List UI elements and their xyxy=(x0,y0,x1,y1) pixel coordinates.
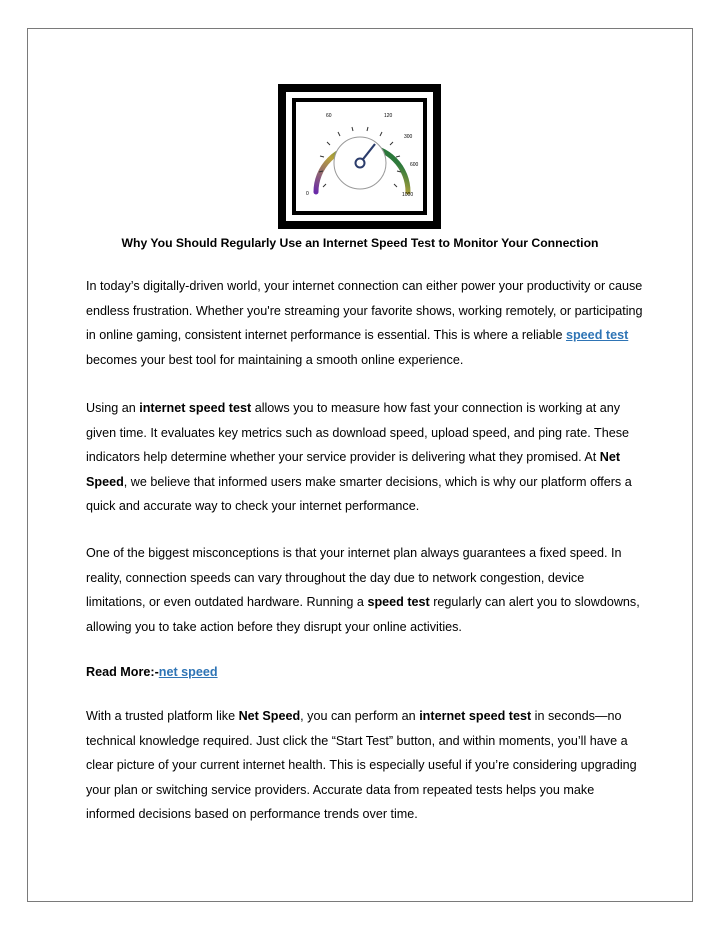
bold-net-speed: Net Speed xyxy=(86,450,621,489)
paragraph-3-text-a: One of the biggest misconceptions is that your internet plan always guarantees a fixed speed. In reality, connection speeds can vary throughout the day due to network congestion, device limitations, or even outdated hardware. Running a xyxy=(86,546,622,610)
paragraph-4-text-b: , you can perform an xyxy=(300,709,420,723)
read-more-line xyxy=(86,660,646,685)
gauge-label-0: 0 xyxy=(306,191,309,197)
gauge-label-1000: 1000 xyxy=(402,192,414,198)
gauge-label-120: 120 xyxy=(384,113,393,119)
paragraph-3-text-b: regularly can alert you to slowdowns, allowing you to take action before they disrupt your online activities. xyxy=(86,595,640,634)
paragraph-2-text-b: allows you to measure how fast your connection is working at any given time. It evaluates key metrics such as download speed, upload speed, and ping rate. These indicators help determine whether your service provider is delivering what they promised. At xyxy=(86,401,630,465)
read-more-label: Read More:- xyxy=(86,665,159,679)
bold-speed-test: speed test xyxy=(367,595,430,610)
net-speed-link[interactable]: net speed xyxy=(158,665,218,679)
bold-internet-speed-test: internet speed test xyxy=(139,401,252,415)
paragraph-3 xyxy=(86,541,646,639)
paragraph-1-text-b: becomes your best tool for maintaining a smooth online experience. xyxy=(86,352,464,367)
speed-gauge-image xyxy=(278,84,441,229)
gauge-label-300: 300 xyxy=(404,134,413,140)
article-title: Why You Should Regularly Use an Internet Speed Test to Monitor Your Connection xyxy=(121,236,599,250)
paragraph-1-text-a: In today’s digitally-driven world, your internet connection can either power your productivity or cause endless frustration. Whether you're streaming your favorite shows, working remotely, or participating in online gaming, consistent internet performance is essential. This is where a reliable xyxy=(86,279,643,343)
paragraph-2 xyxy=(86,396,646,519)
bold-net-speed-2: Net Speed xyxy=(238,709,301,723)
paragraph-2-text-c: , we believe that informed users make smarter decisions, which is why our platform offers a quick and accurate way to check your internet performance. xyxy=(86,474,632,514)
paragraph-1 xyxy=(86,274,646,372)
speed-test-link[interactable]: speed test xyxy=(565,328,629,343)
paragraph-4-text-c: in seconds—no technical knowledge required. Just click the “Start Test” button, and within moments, you’ll have a clear picture of your current internet health. This is especially useful if you’re considering upgrading your plan or switching service providers. Accurate data from repeated tests helps you make informed decisions based on performance trends over time. xyxy=(86,709,637,822)
paragraph-4-text-a: With a trusted platform like xyxy=(86,709,239,723)
paragraph-2-text-a: Using an xyxy=(86,401,140,415)
paragraph-4 xyxy=(86,704,646,827)
gauge-label-60: 60 xyxy=(326,113,332,119)
bold-internet-speed-test-2: internet speed test xyxy=(419,709,532,723)
gauge-label-600: 600 xyxy=(410,162,419,168)
